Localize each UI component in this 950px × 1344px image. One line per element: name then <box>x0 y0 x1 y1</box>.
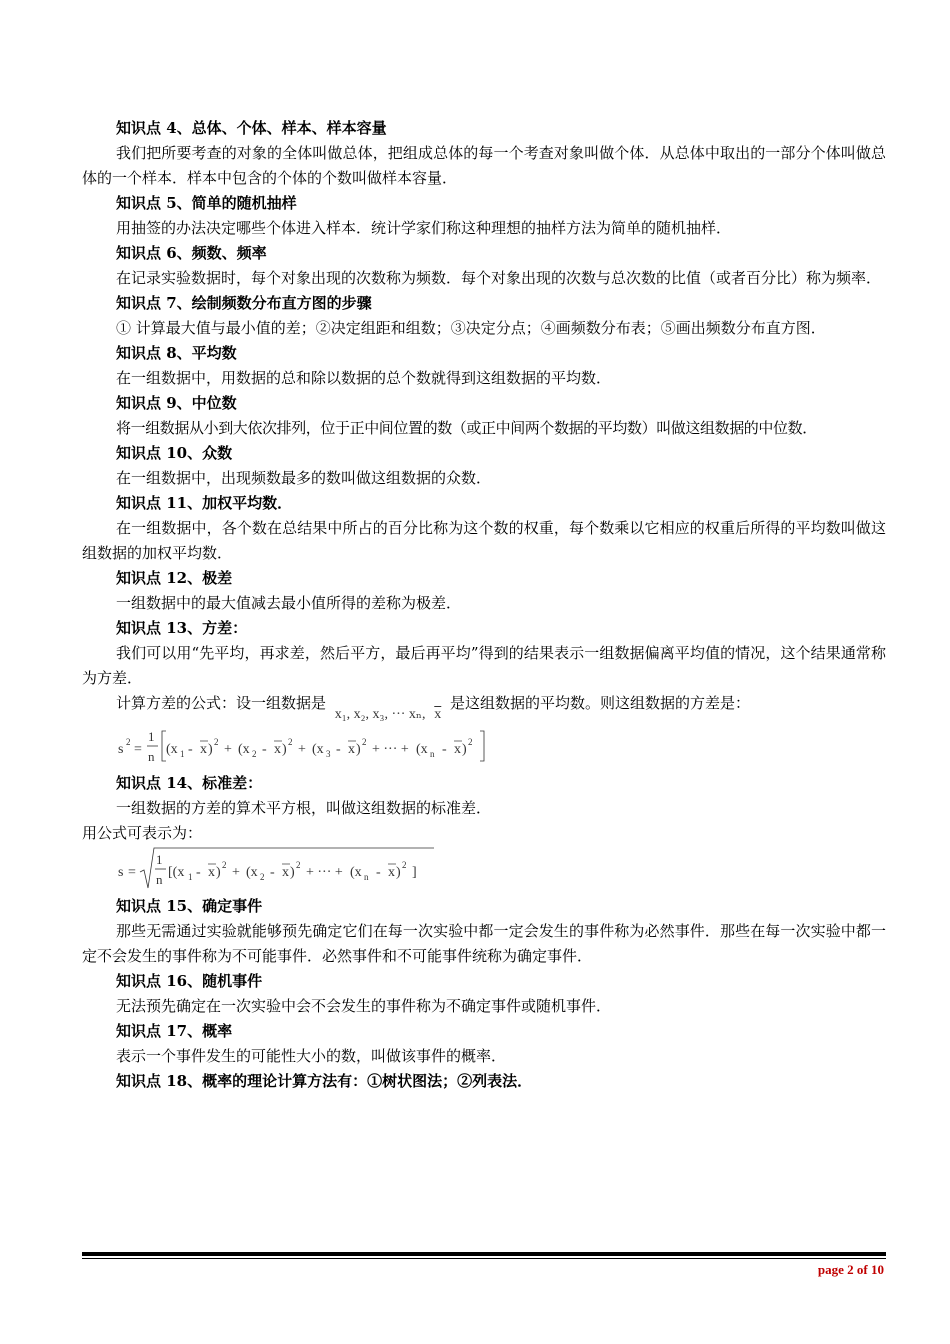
variance-definition <box>82 691 886 722</box>
svg-text:s: s <box>118 742 124 757</box>
svg-text:(x: (x <box>350 865 362 880</box>
section-body-6: 在记录实验数据时，每个对象出现的次数称为频数．每个对象出现的次数与总次数的比值（或者百分比）称为频率． <box>116 269 882 287</box>
svg-text:1: 1 <box>188 872 193 882</box>
variance-formula-svg <box>82 719 522 771</box>
svg-text:+ ··· +: + ··· + <box>306 865 343 880</box>
section-body-8: 在一组数据中，用数据的总和除以数据的总个数就得到这组数据的平均数． <box>116 369 612 387</box>
svg-text:=: = <box>134 742 142 757</box>
svg-text:-: - <box>336 742 341 757</box>
svg-text:2: 2 <box>126 737 131 747</box>
document-page <box>82 116 886 1094</box>
section-title-13: 知识点 13、方差： <box>116 619 248 637</box>
section-title-11: 知识点 11、加权平均数． <box>116 494 293 512</box>
std-formula <box>82 846 886 894</box>
svg-text:2: 2 <box>296 860 301 870</box>
svg-text:): ) <box>282 742 287 757</box>
svg-text:n: n <box>430 749 435 759</box>
svg-text:]: ] <box>412 865 417 880</box>
svg-text:s: s <box>118 865 124 880</box>
svg-text:n: n <box>148 749 155 764</box>
svg-text:(x: (x <box>312 742 324 757</box>
std-formula-svg <box>82 846 522 894</box>
svg-text:+ ··· +: + ··· + <box>372 742 409 757</box>
svg-text:(x: (x <box>238 742 250 757</box>
section-body-4: 我们把所要考查的对象的全体叫做总体，把组成总体的每一个考查对象叫做个体．从总体中取出的一部分个体叫做总体的一个样本．样本中包含的个体的个数叫做样本容量． <box>82 144 886 187</box>
section-body-16: 无法预先确定在一次实验中会不会发生的事件称为不确定事件或随机事件． <box>116 997 612 1015</box>
section-body-9: 将一组数据从小到大依次排列，位于正中间位置的数（或正中间两个数据的平均数）叫做这组数据的中位数． <box>116 419 817 437</box>
svg-text:2: 2 <box>362 737 367 747</box>
svg-text:): ) <box>208 742 213 757</box>
section-title-4: 知识点 4、总体、个体、样本、样本容量 <box>116 119 387 137</box>
svg-text:(x: (x <box>416 742 428 757</box>
svg-text:2: 2 <box>214 737 219 747</box>
std-formula-lead: 用公式可表示为： <box>82 824 203 842</box>
svg-text:): ) <box>216 865 221 880</box>
svg-text:2: 2 <box>260 872 265 882</box>
svg-text:=: = <box>128 865 136 880</box>
svg-text:x: x <box>388 865 395 880</box>
svg-text:2: 2 <box>288 737 293 747</box>
section-body-15: 那些无需通过实验就能够预先确定它们在每一次实验中都一定会发生的事件称为必然事件．那些在每一次实验中都一定不会发生的事件称为不可能事件．必然事件和不可能事件统称为确定事件． <box>82 922 886 965</box>
svg-text:x: x <box>208 865 215 880</box>
svg-text:-: - <box>262 742 267 757</box>
section-title-10: 知识点 10、众数 <box>116 444 233 462</box>
section-title-8: 知识点 8、平均数 <box>116 344 237 362</box>
svg-text:): ) <box>396 865 401 880</box>
svg-text:x: x <box>454 742 461 757</box>
svg-text:-: - <box>196 865 201 880</box>
svg-text:-: - <box>188 742 193 757</box>
section-body-10: 在一组数据中，出现频数最多的数叫做这组数据的众数． <box>116 469 492 487</box>
svg-text:): ) <box>290 865 295 880</box>
section-body-5: 用抽签的办法决定哪些个体进入样本．统计学家们称这种理想的抽样方法为简单的随机抽样． <box>116 219 732 237</box>
svg-text:[(x: [(x <box>168 865 185 880</box>
svg-text:1: 1 <box>148 729 155 744</box>
svg-text:-: - <box>442 742 447 757</box>
svg-text:3: 3 <box>326 749 331 759</box>
section-title-15: 知识点 15、确定事件 <box>116 897 263 915</box>
footer-rule <box>82 1252 886 1259</box>
svg-text:(x: (x <box>166 742 178 757</box>
svg-text:n: n <box>364 872 369 882</box>
section-title-17: 知识点 17、概率 <box>116 1022 233 1040</box>
svg-text:2: 2 <box>402 860 407 870</box>
svg-text:+: + <box>232 865 240 880</box>
footer-rule-thin <box>82 1258 886 1259</box>
svg-text:): ) <box>462 742 467 757</box>
svg-text:1: 1 <box>180 749 185 759</box>
svg-text:(x: (x <box>246 865 258 880</box>
section-title-9: 知识点 9、中位数 <box>116 394 237 412</box>
variance-tail: 是这组数据的平均数。则这组数据的方差是： <box>450 694 751 712</box>
section-body-17: 表示一个事件发生的可能性大小的数，叫做该事件的概率． <box>116 1047 507 1065</box>
svg-text:-: - <box>270 865 275 880</box>
svg-text:x: x <box>274 742 281 757</box>
section-body-12: 一组数据中的最大值减去最小值所得的差称为极差． <box>116 594 462 612</box>
section-body-7: ① 计算最大值与最小值的差；②决定组距和组数；③决定分点；④画频数分布表；⑤画出频数分布直方图． <box>116 319 826 337</box>
variance-lead: 计算方差的公式：设一组数据是 <box>116 694 327 712</box>
svg-text:): ) <box>356 742 361 757</box>
svg-text:x: x <box>348 742 355 757</box>
svg-text:2: 2 <box>468 737 473 747</box>
section-body-14: 一组数据的方差的算术平方根，叫做这组数据的标准差． <box>116 799 492 817</box>
variance-mean-symbol: $\overline{x}$ <box>434 707 442 722</box>
svg-text:2: 2 <box>222 860 227 870</box>
section-title-18: 知识点 18、概率的理论计算方法有：①树状图法；②列表法． <box>116 1072 533 1090</box>
svg-text:x: x <box>200 742 207 757</box>
page-number: page 2 of 10 <box>817 1262 884 1277</box>
svg-text:x: x <box>282 865 289 880</box>
footer-rule-thick <box>82 1252 886 1256</box>
svg-text:2: 2 <box>252 749 257 759</box>
variance-data-vars: x₁, x₂, x₃, ··· xₙ, <box>334 707 426 722</box>
svg-text:n: n <box>156 872 163 887</box>
svg-text:+: + <box>224 742 232 757</box>
svg-text:-: - <box>376 865 381 880</box>
section-title-12: 知识点 12、极差 <box>116 569 233 587</box>
section-title-6: 知识点 6、频数、频率 <box>116 244 267 262</box>
section-title-5: 知识点 5、简单的随机抽样 <box>116 194 297 212</box>
section-title-14: 知识点 14、标准差： <box>116 774 263 792</box>
section-body-13: 我们可以用“先平均，再求差，然后平方，最后再平均”得到的结果表示一组数据偏离平均值的情况，这个结果通常称为方差． <box>82 644 886 687</box>
section-title-7: 知识点 7、绘制频数分布直方图的步骤 <box>116 294 372 312</box>
svg-text:1: 1 <box>156 852 163 867</box>
section-body-11: 在一组数据中，各个数在总结果中所占的百分比称为这个数的权重，每个数乘以它相应的权重后所得的平均数叫做这组数据的加权平均数． <box>82 519 886 562</box>
variance-formula <box>82 719 886 771</box>
svg-text:+: + <box>298 742 306 757</box>
section-title-16: 知识点 16、随机事件 <box>116 972 263 990</box>
